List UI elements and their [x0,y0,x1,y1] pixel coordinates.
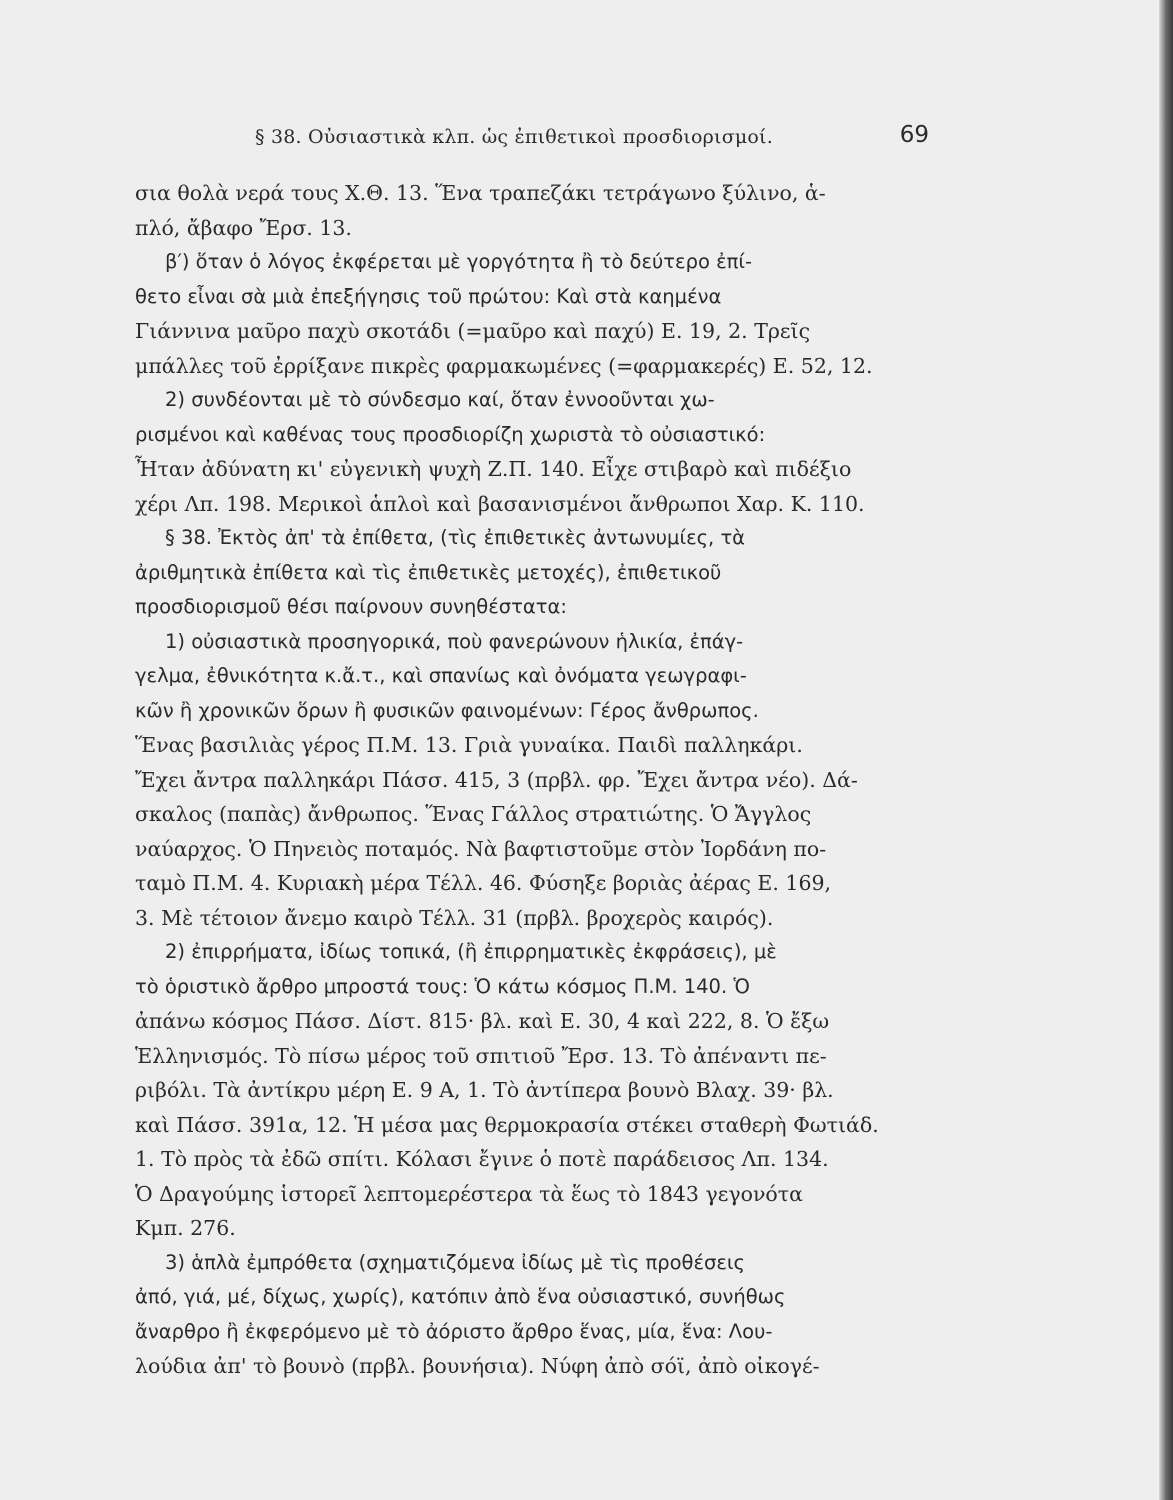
text-line: κῶν ἢ χρονικῶν ὅρων ἢ φυσικῶν φαινομένων: Γέρος ἄνθρωπος. [135,698,759,722]
text-line: 3) ἁπλὰ ἐμπρόθετα (σχηματιζόμενα ἰδίως μὲ τὶς προθέσεις [165,1250,745,1274]
text-line: λούδια ἀπ' τὸ βουνὸ (πρβλ. βουνήσια). Νύφη ἀπὸ σόϊ, ἀπὸ οἰκογέ- [135,1354,820,1378]
text-line: Ὁ Δραγούμης ἱστορεῖ λεπτομερέστερα τὰ ἕως τὸ 1843 γεγονότα [135,1181,803,1206]
text-line: ἄναρθρο ἢ ἐκφερόμενο μὲ τὸ ἀόριστο ἄρθρο ἕνας, μία, ἕνα: Λου- [135,1319,773,1343]
text-line: ἀπό, γιά, μέ, δίχως, χωρίς), κατόπιν ἀπὸ ἕνα οὐσιαστικό, συνήθως [135,1285,786,1308]
text-line: προσδιορισμοῦ θέσι παίρνουν συνηθέστατα: [135,595,567,618]
text-line: ριβόλι. Τὰ ἀντίκρυ μέρη Ε. 9 Α, 1. Τὸ ἀντίπερα βουνὸ Βλαχ. 39· βλ. [135,1078,834,1102]
text-line: Ἔχει ἄντρα παλληκάρι Πάσσ. 415, 3 (πρβλ. φρ. Ἔχει ἄντρα νέο). Δά- [135,767,858,792]
page-number: 69 [899,122,929,148]
text-line: τὸ ὁριστικὸ ἄρθρο μπροστά τους: Ὁ κάτω κόσμος Π.Μ. 140. Ὁ [135,974,750,998]
text-line: Κμπ. 276. [135,1216,236,1240]
text-line: 2) ἐπιρρήματα, ἰδίως τοπικά, (ἢ ἐπιρρηματικὲς ἐκφράσεις), μὲ [165,940,777,963]
text-line: μπάλλες τοῦ ἐρρίξανε πικρὲς φαρμακωμένες (=φαρμακερές) Ε. 52, 12. [135,353,873,378]
text-line: σια θολὰ νερά τους Χ.Θ. 13. Ἕνα τραπεζάκι τετράγωνο ξύλινο, ἁ- [135,181,826,205]
text-line: πλό, ἄβαφο Ἔρσ. 13. [135,215,352,240]
text-line: καὶ Πάσσ. 391α, 12. Ἡ μέσα μας θερμοκρασία στέκει σταθερὴ Φωτιάδ. [135,1112,879,1137]
section-heading-line: § 38. Ἐκτὸς ἀπ' τὰ ἐπίθετα, (τὶς ἐπιθετικὲς ἀντωνυμίες, τὰ [165,526,746,549]
text-line: γελμα, ἐθνικότητα κ.ἄ.τ., καὶ σπανίως καὶ ὀνόματα γεωγραφι- [135,664,747,687]
text-line: 1) οὐσιαστικὰ προσηγορικά, ποὺ φανερώνουν ἡλικία, ἐπάγ- [165,629,744,653]
text-line: ναύαρχος. Ὁ Πηνειὸς ποταμός. Νὰ βαφτιστοῦμε στὸν Ἰορδάνη πο- [135,836,827,861]
text-line: 2) συνδέονται μὲ τὸ σύνδεσμο καί, ὅταν ἐννοοῦνται χω- [165,388,715,411]
body-text [135,176,925,1384]
text-line: ρισμένοι καὶ καθένας τους προσδιορίζη χωριστὰ τὸ οὐσιαστικό: [135,422,766,446]
text-line: θετο εἶναι σὰ μιὰ ἐπεξήγησις τοῦ πρώτου: Καὶ στὰ καημένα [135,284,722,308]
text-line: ταμὸ Π.Μ. 4. Κυριακὴ μέρα Τέλλ. 46. Φύσηξε βοριὰς ἀέρας Ε. 169, [135,871,832,895]
text-line: Ἦταν ἀδύνατη κι' εὐγενικὴ ψυχὴ Ζ.Π. 140. Εἶχε στιβαρὸ καὶ πιδέξιο [135,457,852,481]
running-head: § 38. Οὐσιαστικὰ κλπ. ὡς ἐπιθετικοὶ προσδιορισμοί. [255,126,773,148]
text-line: 3. Μὲ τέτοιον ἄνεμο καιρὸ Τέλλ. 31 (πρβλ. βροχερὸς καιρός). [135,905,774,930]
text-line: χέρι Λπ. 198. Μερικοὶ ἁπλοὶ καὶ βασανισμένοι ἄνθρωποι Χαρ. Κ. 110. [135,491,865,516]
text-line: ἀριθμητικὰ ἐπίθετα καὶ τὶς ἐπιθετικὲς μετοχές), ἐπιθετικοῦ [135,560,722,584]
text-line: Γιάννινα μαῦρο παχὺ σκοτάδι (=μαῦρο καὶ παχύ) Ε. 19, 2. Τρεῖς [135,319,811,343]
page-edge-shadow [1159,0,1173,1500]
text-line: ἀπάνω κόσμος Πάσσ. Δίστ. 815· βλ. καὶ Ε. 30, 4 καὶ 222, 8. Ὁ ἔξω [135,1009,830,1033]
text-line: Ἑλληνισμός. Τὸ πίσω μέρος τοῦ σπιτιοῦ Ἔρσ. 13. Τὸ ἀπέναντι πε- [135,1043,827,1068]
text-line: σκαλος (παπὰς) ἄνθρωπος. Ἕνας Γάλλος στρατιώτης. Ὁ Ἄγγλος [135,802,812,826]
text-line: β′) ὅταν ὁ λόγος ἐκφέρεται μὲ γοργότητα ἢ τὸ δεύτερο ἐπί- [165,250,752,273]
text-line: Ἕνας βασιλιὰς γέρος Π.Μ. 13. Γριὰ γυναίκα. Παιδὶ παλληκάρι. [135,733,803,757]
text-line: 1. Τὸ πρὸς τὰ ἐδῶ σπίτι. Κόλασι ἔγινε ὁ ποτὲ παράδεισος Λπ. 134. [135,1147,829,1171]
page-header [135,122,935,152]
